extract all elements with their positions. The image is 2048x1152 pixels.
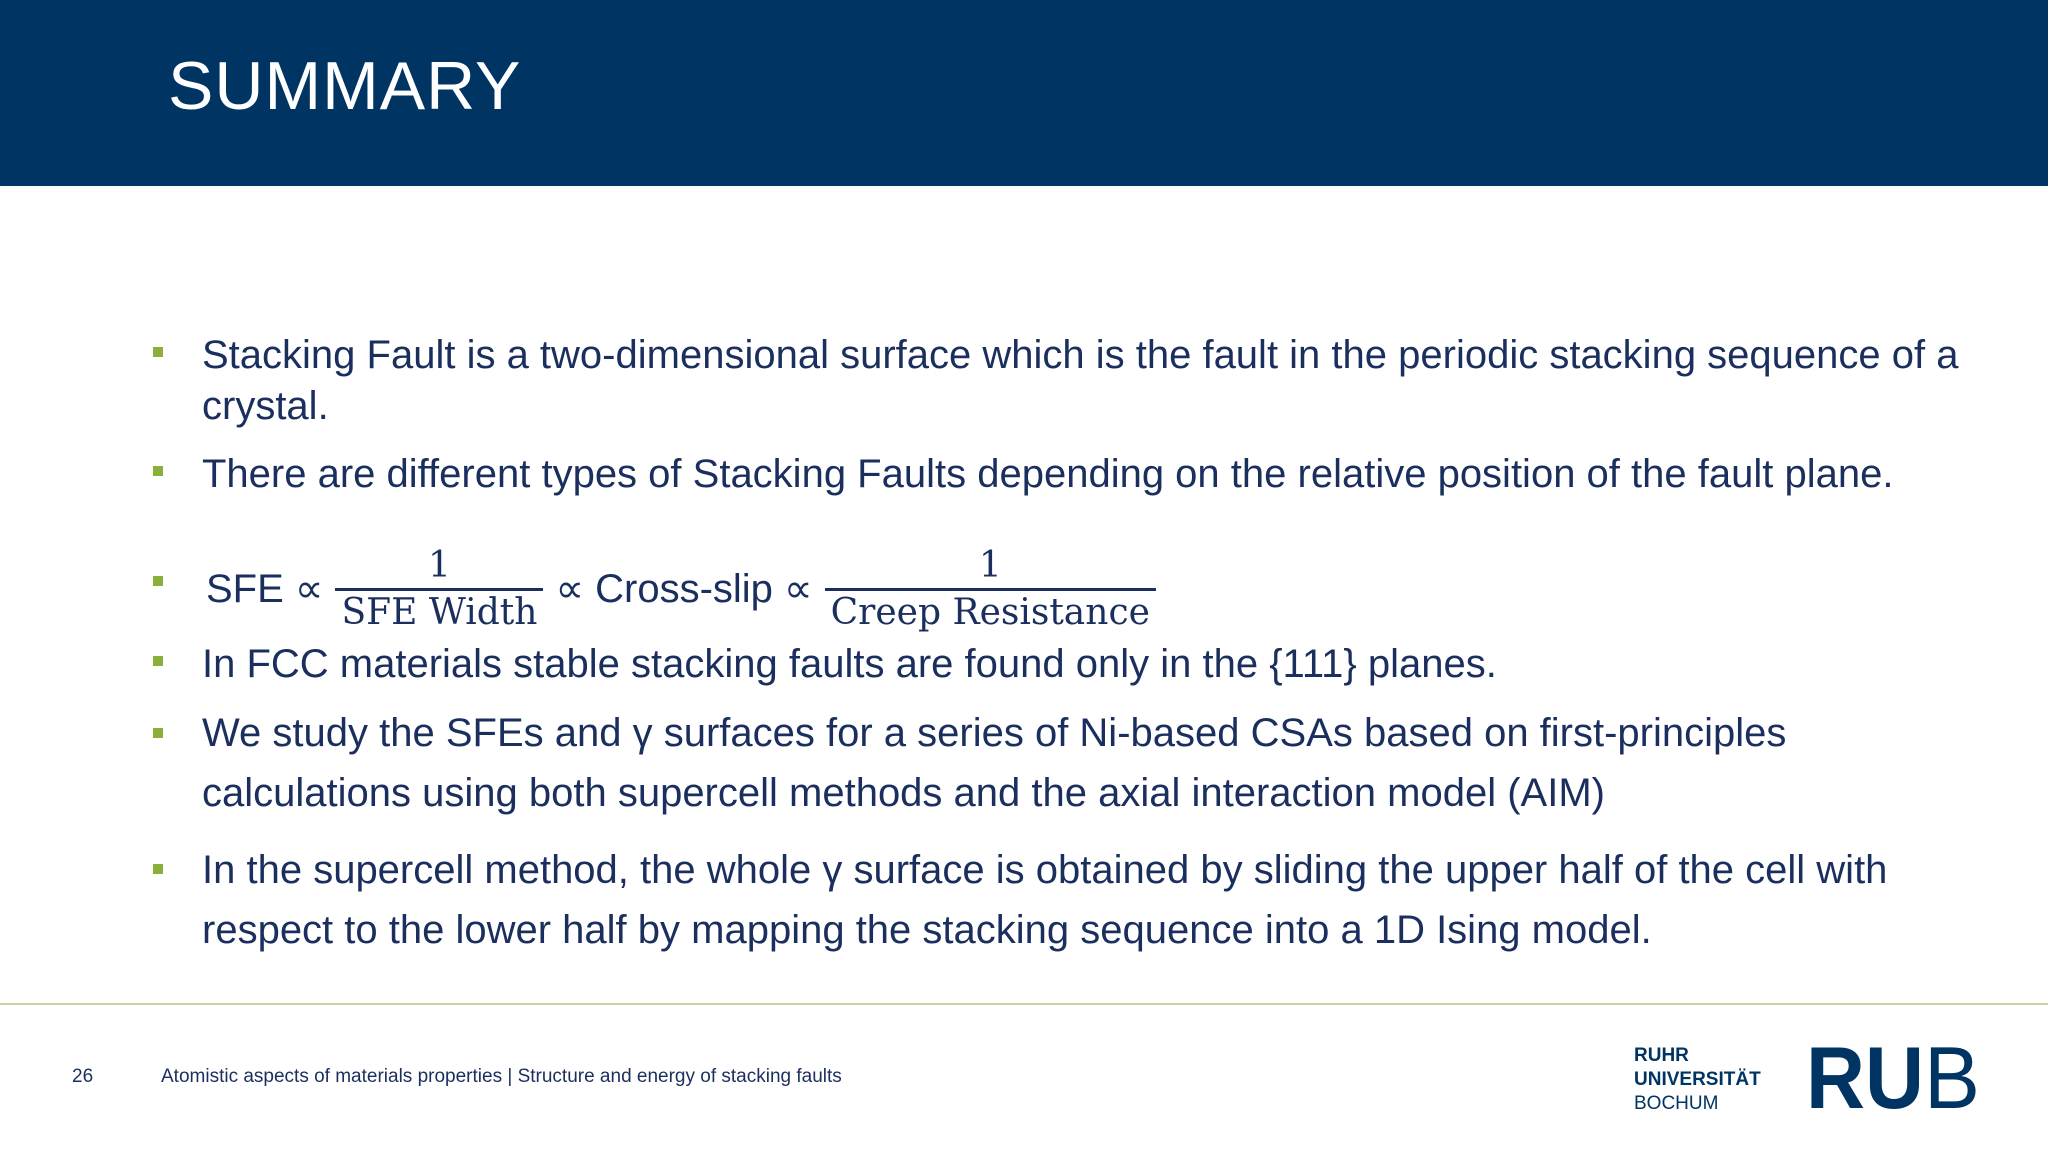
fraction-denominator: SFE Width [335,588,543,635]
bullet-text-2: There are different types of Stacking Faults depending on the relative position of the fault plane. [202,452,1894,496]
logo-line-ruhr: RUHR [1634,1045,1689,1066]
svg-text:B: B [1924,1034,1980,1114]
page-number: 26 [72,1066,94,1087]
bullet-text-5: In the supercell method, the whole γ surface is obtained by sliding the upper half of the cell with respect to the lower half by mapping the stacking sequence into a 1D Ising model. [202,848,1888,952]
logo-line-universitat: UNIVERSITÄT [1634,1069,1761,1090]
rub-logo-icon [1806,1034,1981,1114]
formula-lhs: SFE ∝ [206,567,324,611]
footer-divider [0,1003,2048,1005]
bullet-marker [153,347,163,357]
fraction-sfe-width [335,544,543,635]
bullet-marker [153,466,163,476]
bullet-text-1: Stacking Fault is a two-dimensional surface which is the fault in the periodic stacking sequence of a crystal. [202,333,1959,428]
bullet-marker [153,576,163,586]
bullet-text-4: We study the SFEs and γ surfaces for a series of Ni-based CSAs based on first-principles calculations using both supercell methods and the axial interaction model (AIM) [202,711,1787,815]
fraction-denominator: Creep Resistance [825,588,1156,635]
bullet-text-3: In FCC materials stable stacking faults are found only in the {111} planes. [202,642,1497,686]
sfe-formula [202,534,1164,644]
svg-text:RU: RU [1806,1034,1924,1114]
bullet-marker [153,864,163,874]
university-logo-text [1634,1044,1761,1116]
fraction-numerator: 1 [978,544,1002,586]
fraction-numerator: 1 [428,544,451,586]
formula-middle: ∝ Cross-slip ∝ [555,567,813,611]
bullet-marker [153,656,163,666]
footer-caption: Atomistic aspects of materials properties | Structure and energy of stacking faults [161,1066,842,1087]
fraction-creep-resistance [825,544,1156,635]
logo-line-bochum: BOCHUM [1634,1093,1719,1114]
title-bar [0,0,2048,186]
slide-title: SUMMARY [168,48,522,124]
bullet-marker [153,728,163,738]
